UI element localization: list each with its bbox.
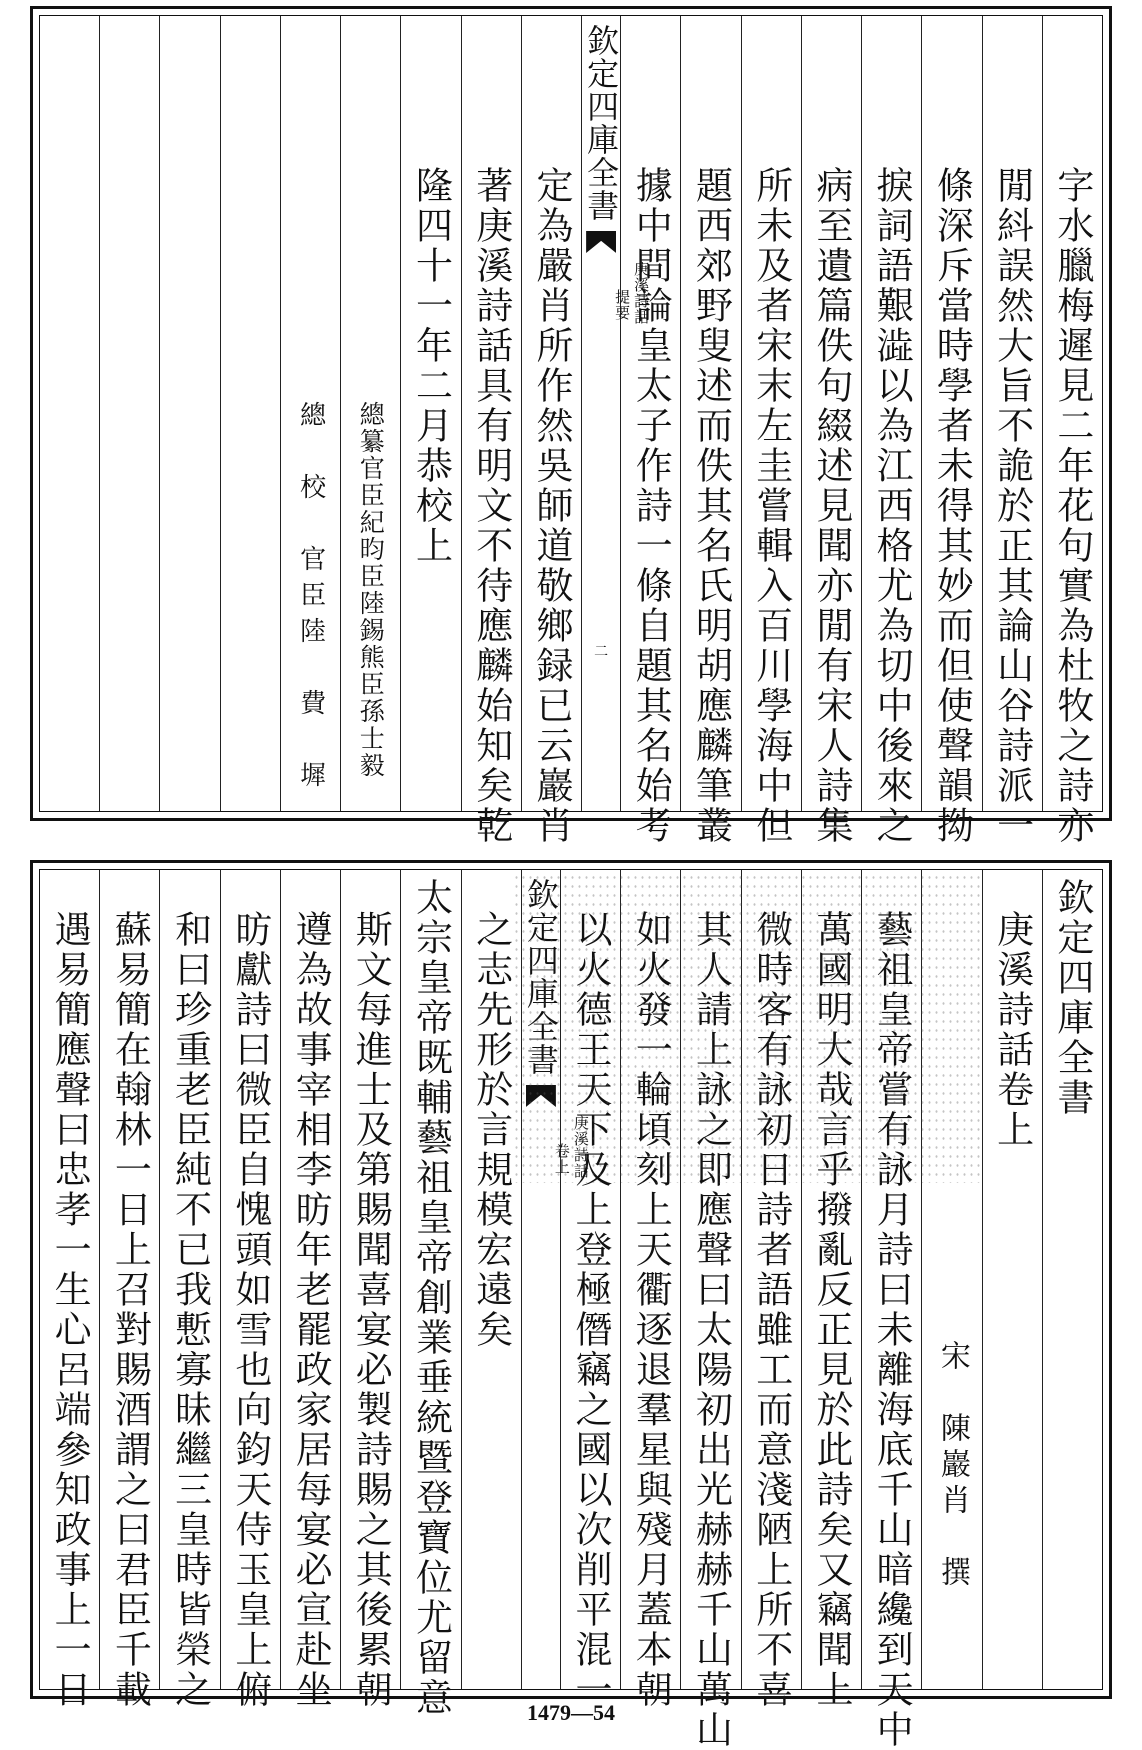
text-column bbox=[220, 16, 280, 811]
text-column bbox=[461, 16, 521, 846]
text-column bbox=[861, 16, 921, 846]
column-text: 之志先形於言規模宏遠矣 bbox=[469, 910, 513, 1350]
column-text: 總 校 官臣陸 費 墀 bbox=[295, 401, 326, 797]
page-number: 1479—54 bbox=[527, 1700, 615, 1725]
text-column bbox=[982, 16, 1042, 846]
column-text: 條深斥當時學者未得其妙而但使聲韻拗 bbox=[930, 166, 974, 846]
column-text: 欽定四庫全書 bbox=[1050, 878, 1094, 1118]
text-column bbox=[982, 870, 1042, 1689]
gutter-book-title: 欽定四庫全書 bbox=[521, 878, 560, 1076]
text-column bbox=[921, 16, 981, 846]
text-column bbox=[741, 16, 801, 846]
text-column bbox=[680, 16, 740, 846]
gutter-section: 提要 bbox=[613, 289, 632, 321]
text-column bbox=[1042, 16, 1102, 846]
text-column bbox=[461, 870, 521, 1689]
column-text: 和曰珍重老臣純不已我慙寡昧繼三皇時皆榮之 bbox=[168, 910, 212, 1710]
text-column bbox=[400, 870, 460, 1718]
text-column bbox=[340, 870, 400, 1710]
column-text: 宋 陳巖肖 撰 bbox=[934, 1340, 970, 1592]
column-text: 萬國明大哉言乎撥亂反正見於此詩矣又竊聞上 bbox=[809, 910, 853, 1710]
column-text: 微時客有詠初日詩者語雖工而意淺陋上所不喜 bbox=[749, 910, 793, 1710]
text-column bbox=[400, 16, 460, 811]
text-column bbox=[521, 16, 581, 846]
column-text: 藝祖皇帝嘗有詠月詩曰未離海底千山暗纔到天中 bbox=[870, 910, 914, 1750]
text-column bbox=[560, 870, 620, 1710]
column-text: 字水臘梅遲見二年花句實為杜牧之詩亦 bbox=[1050, 166, 1094, 846]
gutter-folio: 二 bbox=[594, 644, 609, 660]
column-text: 斯文每進士及第賜聞喜宴必製詩賜之其後累朝 bbox=[349, 910, 393, 1710]
column-text: 閒紏誤然大旨不詭於正其論山谷詩派一 bbox=[990, 166, 1034, 846]
text-column bbox=[159, 870, 219, 1710]
column-text: 遇易簡應聲曰忠孝一生心呂端參知政事上一日 bbox=[48, 910, 92, 1710]
text-column bbox=[40, 16, 99, 811]
text-column bbox=[620, 870, 680, 1710]
gutter-book-title: 欽定四庫全書 bbox=[582, 24, 621, 222]
text-column bbox=[40, 870, 99, 1710]
column-text: 捩詞語艱澁以為江西格尤為切中後來之 bbox=[870, 166, 914, 846]
column-text: 昉獻詩曰微臣自愧頭如雪也向鈞天侍玉皇上俯 bbox=[228, 910, 272, 1710]
text-column bbox=[861, 870, 921, 1750]
text-column bbox=[340, 16, 400, 811]
column-text: 蘇易簡在翰林一日上召對賜酒謂之曰君臣千載 bbox=[108, 910, 152, 1710]
text-column bbox=[921, 870, 981, 1689]
fishtail-mark bbox=[526, 1085, 556, 1107]
text-column bbox=[99, 16, 159, 811]
text-column bbox=[159, 16, 219, 811]
column-text: 太宗皇帝既輔藝祖皇帝創業垂統暨登寶位尤留意 bbox=[409, 878, 453, 1718]
text-column bbox=[801, 16, 861, 846]
center-gutter bbox=[521, 870, 590, 1689]
column-text: 著庚溪詩話具有明文不待應麟始知矣乾 bbox=[469, 166, 513, 846]
column-text: 定為嚴肖所作然吳師道敬鄉録已云巖肖 bbox=[530, 166, 573, 846]
top-page-columns bbox=[40, 16, 1102, 846]
gutter-section: 卷上 bbox=[552, 1143, 571, 1175]
column-text: 遵為故事宰相李昉年老罷政家居每宴必宣赴坐 bbox=[289, 910, 333, 1710]
gutter-subtitle: 庚溪詩話 bbox=[632, 261, 651, 325]
text-column bbox=[741, 870, 801, 1710]
center-gutter bbox=[581, 16, 651, 811]
gutter-subtitle: 庚溪詩話 bbox=[571, 1115, 590, 1179]
column-text: 隆四十一年二月恭校上 bbox=[409, 166, 453, 566]
text-column bbox=[280, 16, 340, 811]
text-column bbox=[99, 870, 159, 1710]
text-column bbox=[220, 870, 280, 1710]
fishtail-mark bbox=[586, 231, 616, 253]
column-text: 所未及者宋末左圭嘗輯入百川學海中但 bbox=[749, 166, 793, 846]
column-text: 其人請上詠之即應聲曰太陽初出光赫赫千山萬山 bbox=[689, 910, 733, 1750]
column-text: 如火發一輪頃刻上天衢逐退羣星與殘月蓋本朝 bbox=[629, 910, 673, 1710]
text-column bbox=[280, 870, 340, 1710]
column-text: 庚溪詩話卷上 bbox=[990, 910, 1034, 1150]
column-text: 據中間論皇太子作詩一條自題其名始考 bbox=[629, 166, 673, 846]
text-column bbox=[680, 870, 740, 1750]
top-page bbox=[30, 6, 1112, 846]
column-text: 總纂官臣紀昀臣陸錫熊臣孫士毅 bbox=[356, 401, 386, 779]
column-text: 以火德王天下及上登極僭竊之國以次削平混一 bbox=[569, 910, 612, 1710]
column-text: 病至遺篇佚句綴述見聞亦閒有宋人詩集 bbox=[809, 166, 853, 846]
text-column bbox=[801, 870, 861, 1710]
column-text: 題西郊野叟述而佚其名氏明胡應麟筆叢 bbox=[689, 166, 733, 846]
text-column bbox=[1042, 870, 1102, 1689]
text-column bbox=[620, 16, 680, 846]
